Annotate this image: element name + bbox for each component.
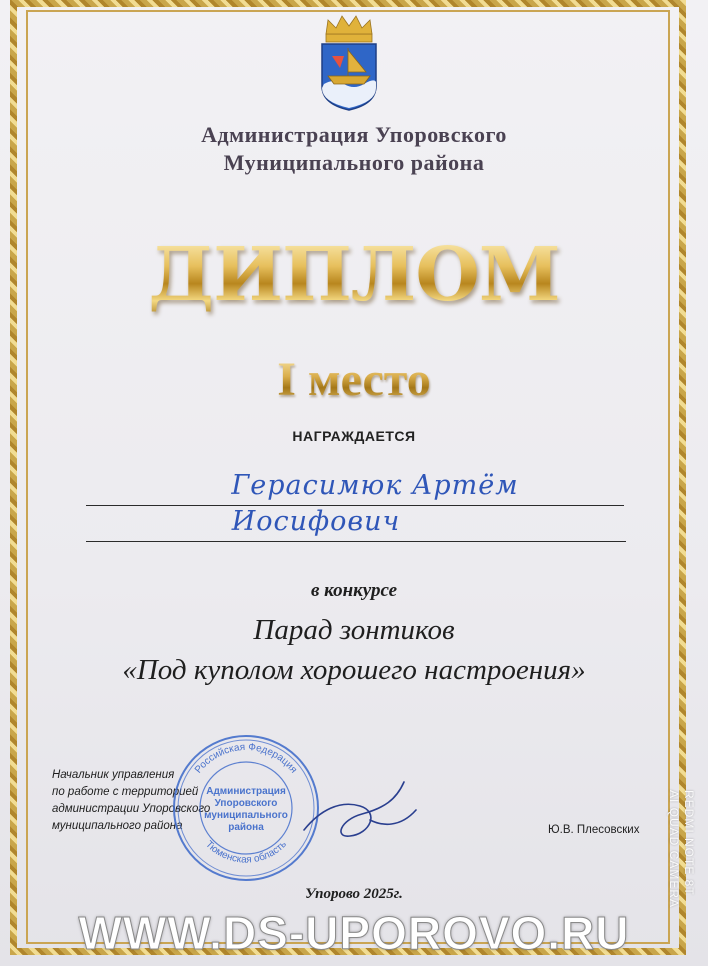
stamp-outer-bottom-text: Тюменская область [203,838,289,866]
contest-name-line1: Парад зонтиков [253,614,455,646]
signatory-position-line: Начальник управления [52,769,175,781]
organization-name-line2: Муниципального района [223,150,485,175]
contest-name-line2: «Под куполом хорошего настроения» [122,654,586,686]
signatory-position-line: администрации Упоровского [52,803,211,815]
stamp-inner-line: муниципального [204,810,288,821]
camera-watermark-line: REDMI NOTE 8T [682,790,696,896]
place-label: I место [0,352,708,407]
recipient-name-line2: Иосифович [86,502,626,542]
organization-name-line1: Администрация Упоровского [201,122,507,147]
stamp-inner-line: Администрация [206,786,286,797]
signatory-position-line: по работе с территорией [52,786,199,798]
stamp-inner-line: района [228,822,264,833]
signatory-position-line: муниципального района [52,820,183,832]
recipient-name-line1: Герасимюк Артём [86,466,624,506]
awarded-label: НАГРАЖДАЕТСЯ [292,428,416,444]
city-year: Упорово 2025г. [305,886,403,902]
stamp-outer-top-text: Российская Федерация [192,741,300,776]
stamp-inner-line: Упоровского [214,798,278,809]
contest-intro: в конкурсе [310,580,398,601]
handwritten-signature [300,770,420,860]
diploma-title: ДИПЛОМ [0,232,708,318]
camera-watermark-line: AI QUAD CAMERA [667,790,681,909]
coat-of-arms-icon [314,12,384,112]
signatory-name: Ю.В. Плесовских [548,824,640,836]
site-watermark: WWW.DS-UPOROVO.RU [78,907,630,959]
